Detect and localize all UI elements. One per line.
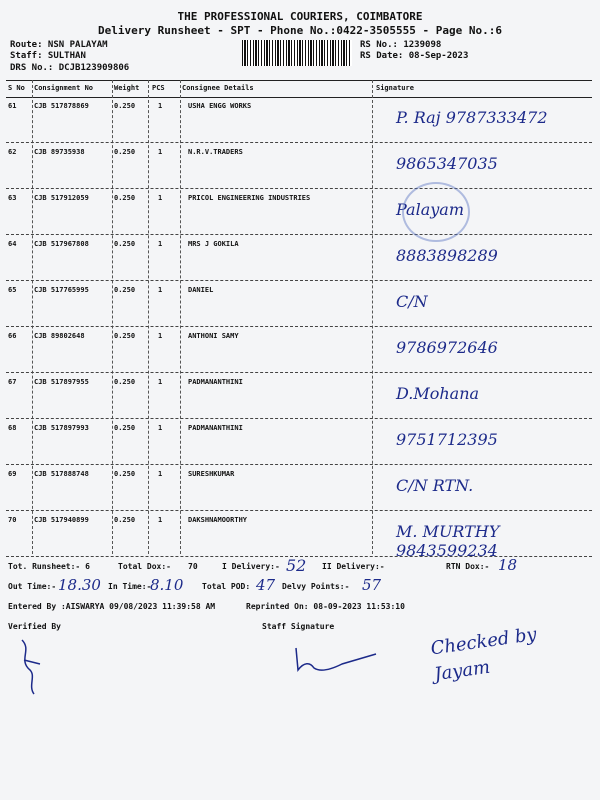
cell-signature: 9865347035 (396, 154, 498, 173)
col-consignee: Consignee Details (182, 84, 254, 92)
tot-runsheet: Tot. Runsheet:- 6 (8, 562, 90, 571)
checked-by-signature: Checked by Jayam (429, 623, 538, 686)
cell-signature: Palayam (396, 200, 464, 219)
cell-pcs: 1 (158, 332, 163, 340)
cell-signature: P. Raj 9787333472 (396, 108, 548, 127)
cell-consignment: CJB 517765995 (34, 286, 89, 294)
cell-signature: M. MURTHY 9843599234 (396, 522, 500, 560)
total-dox-value: 70 (188, 562, 198, 571)
table-row (6, 142, 592, 189)
cell-consignment: CJB 517897955 (34, 378, 89, 386)
cell-weight: 0.250 (114, 332, 136, 340)
cell-sno: 65 (8, 286, 17, 294)
cell-consignment: CJB 517888748 (34, 470, 89, 478)
cell-consignee: DAKSHNAMOORTHY (188, 516, 248, 524)
cell-pcs: 1 (158, 286, 163, 294)
rs-number: RS No.: 1239098 (360, 40, 442, 50)
total-dox-label: Total Dox:- (118, 562, 171, 571)
cell-consignee: MRS J GOKILA (188, 240, 239, 248)
cell-consignment: CJB 89802648 (34, 332, 85, 340)
cell-consignment: CJB 517967808 (34, 240, 89, 248)
ii-delivery-label: II Delivery:- (322, 562, 385, 571)
cell-consignee: N.R.V.TRADERS (188, 148, 243, 156)
cell-sno: 63 (8, 194, 17, 202)
cell-signature: 9786972646 (396, 338, 498, 357)
staff-signature-label: Staff Signature (262, 622, 335, 631)
route: Route: NSN PALAYAM (10, 40, 108, 50)
out-time-value: 18.30 (58, 576, 101, 594)
cell-sno: 69 (8, 470, 17, 478)
table-row (6, 372, 592, 419)
cell-consignee: PADMANANTHINI (188, 424, 243, 432)
col-signature: Signature (376, 84, 414, 92)
col-consignment: Consignment No (34, 84, 94, 92)
i-delivery-label: I Delivery:- (222, 562, 280, 571)
cell-sno: 61 (8, 102, 17, 110)
delvy-points-label: Delvy Points:- (282, 582, 350, 591)
company-title: THE PROFESSIONAL COURIERS, COIMBATORE (177, 10, 423, 23)
table-row (6, 188, 592, 235)
cell-sno: 64 (8, 240, 17, 248)
in-time-label: In Time:- (108, 582, 152, 591)
cell-consignment: CJB 517897993 (34, 424, 89, 432)
table-row (6, 96, 592, 143)
reprinted-on: Reprinted On: 08-09-2023 11:53:10 (246, 602, 405, 611)
table-row (6, 418, 592, 465)
cell-weight: 0.250 (114, 286, 136, 294)
cell-weight: 0.250 (114, 148, 136, 156)
cell-weight: 0.250 (114, 194, 136, 202)
table-row (6, 464, 592, 511)
cell-consignment: CJB 517878869 (34, 102, 89, 110)
cell-sno: 68 (8, 424, 17, 432)
cell-consignee: PRICOL ENGINEERING INDUSTRIES (188, 194, 311, 202)
cell-sno: 70 (8, 516, 17, 524)
cell-signature: C/N RTN. (396, 476, 474, 495)
rs-date: RS Date: 08-Sep-2023 (360, 51, 469, 61)
cell-consignment: CJB 517912059 (34, 194, 89, 202)
cell-pcs: 1 (158, 194, 163, 202)
cell-pcs: 1 (158, 102, 163, 110)
cell-signature: 8883898289 (396, 246, 498, 265)
cell-consignee: USHA ENGG WORKS (188, 102, 252, 110)
cell-consignee: ANTHONI SAMY (188, 332, 239, 340)
cell-consignee: SURESHKUMAR (188, 470, 235, 478)
rtn-dox-value: 18 (498, 556, 518, 574)
cell-pcs: 1 (158, 148, 163, 156)
rtn-dox-label: RTN Dox:- (446, 562, 490, 571)
staff: Staff: SULTHAN (10, 51, 86, 61)
verifier-signature (10, 630, 70, 700)
verified-by: Verified By (8, 622, 61, 631)
cell-sno: 66 (8, 332, 17, 340)
cell-weight: 0.250 (114, 470, 136, 478)
cell-consignee: PADMANANTHINI (188, 378, 243, 386)
cell-sno: 67 (8, 378, 17, 386)
cell-signature: D.Mohana (396, 384, 480, 403)
cell-signature: 9751712395 (396, 430, 498, 449)
total-pod-value: 47 (256, 576, 276, 594)
cell-consignee: DANIEL (188, 286, 214, 294)
col-weight: Weight (114, 84, 140, 92)
cell-pcs: 1 (158, 378, 163, 386)
total-pod-label: Total POD: (202, 582, 251, 591)
cell-weight: 0.250 (114, 516, 136, 524)
drs-number: DRS No.: DCJB123909806 (10, 63, 130, 73)
staff-signature (290, 640, 380, 680)
barcode (242, 40, 352, 66)
cell-pcs: 1 (158, 470, 163, 478)
table-row (6, 280, 592, 327)
cell-signature: C/N (396, 292, 428, 311)
table-row (6, 510, 592, 560)
cell-consignment: CJB 517940899 (34, 516, 89, 524)
cell-pcs: 1 (158, 424, 163, 432)
delvy-points-value: 57 (362, 576, 382, 594)
received-stamp (402, 182, 470, 242)
entered-by: Entered By :AISWARYA 09/08/2023 11:39:58 AM (8, 602, 216, 611)
runsheet-subtitle: Delivery Runsheet - SPT - Phone No.:0422-3505555 - Page No.:6 (98, 24, 502, 37)
cell-consignment: CJB 89735938 (34, 148, 85, 156)
cell-weight: 0.250 (114, 240, 136, 248)
cell-weight: 0.250 (114, 424, 136, 432)
col-pcs: PCS (152, 84, 165, 92)
table-row (6, 234, 592, 281)
col-sno: S No (8, 84, 25, 92)
cell-pcs: 1 (158, 240, 163, 248)
cell-sno: 62 (8, 148, 17, 156)
i-delivery-value: 52 (286, 556, 307, 575)
cell-weight: 0.250 (114, 102, 136, 110)
out-time-label: Out Time:- (8, 582, 57, 591)
table-row (6, 326, 592, 373)
cell-pcs: 1 (158, 516, 163, 524)
cell-weight: 0.250 (114, 378, 136, 386)
in-time-value: 8.10 (150, 576, 184, 594)
